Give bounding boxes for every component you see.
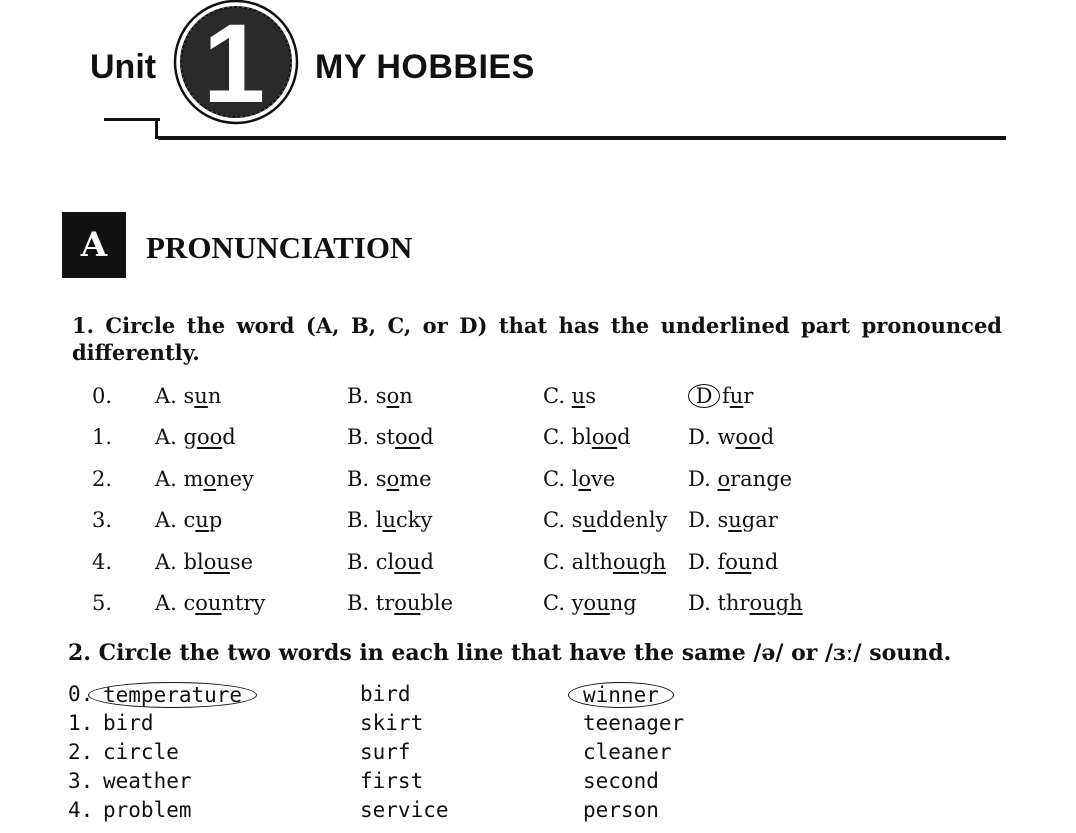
word-part: gar xyxy=(741,508,778,532)
exercise1-instruction: 1. Circle the word (A, B, C, or D) that has the underlined part pronounced differently. xyxy=(72,313,1002,365)
word-part: B. s xyxy=(347,384,387,408)
exercise2-row xyxy=(0,798,1076,827)
underlined-part: ou xyxy=(203,550,230,574)
word-part: A. bl xyxy=(155,550,204,574)
item-number: 3. xyxy=(68,769,94,793)
word-choice[interactable]: bird xyxy=(103,711,154,735)
item-number: 4. xyxy=(92,550,113,574)
word-part: B. st xyxy=(347,425,395,449)
unit-label: Unit xyxy=(90,48,157,86)
exercise2-row xyxy=(0,711,1076,740)
word-part: B. l xyxy=(347,508,383,532)
item-number: 2. xyxy=(92,467,113,491)
underlined-part: o xyxy=(386,467,400,491)
option-b[interactable] xyxy=(347,508,432,532)
underlined-part: u xyxy=(729,384,744,408)
word-part: B. cl xyxy=(347,550,395,574)
exercise1-row xyxy=(0,508,1076,542)
word-part: B. s xyxy=(347,467,387,491)
word-part: me xyxy=(399,467,432,491)
option-c[interactable] xyxy=(543,425,631,449)
header-rule xyxy=(158,136,1006,140)
exercise2-row xyxy=(0,682,1076,711)
word-part: d xyxy=(760,425,775,449)
answer-circle: D xyxy=(688,384,720,408)
word-part: ve xyxy=(591,467,616,491)
item-number: 3. xyxy=(92,508,113,532)
exercise1-row xyxy=(0,425,1076,459)
word-part: C. s xyxy=(543,508,583,532)
option-b[interactable] xyxy=(347,425,434,449)
item-number: 5. xyxy=(92,591,113,615)
option-c[interactable] xyxy=(543,467,615,491)
exercise1-row xyxy=(0,384,1076,418)
item-number: 0. xyxy=(92,384,113,408)
unit-number: 1 xyxy=(202,1,266,126)
option-c[interactable] xyxy=(543,384,596,408)
word-part: ddenly xyxy=(595,508,668,532)
option-a[interactable] xyxy=(155,550,253,574)
underlined-part: ou xyxy=(394,591,421,615)
word-choice[interactable]: second xyxy=(583,769,659,793)
underlined-part: ough xyxy=(612,550,667,574)
item-number: 4. xyxy=(68,798,94,822)
option-c[interactable] xyxy=(543,508,667,532)
word-part: D. f xyxy=(688,550,726,574)
underlined-part: ou xyxy=(583,591,610,615)
word-choice[interactable]: problem xyxy=(103,798,192,822)
word-part: A. c xyxy=(155,508,196,532)
header-rule-left xyxy=(104,118,160,121)
word-choice[interactable]: bird xyxy=(360,682,411,706)
word-part: D. xyxy=(688,467,718,491)
option-a[interactable] xyxy=(155,508,222,532)
option-d[interactable] xyxy=(688,425,774,449)
word-part: C. y xyxy=(543,591,584,615)
exercise1-row xyxy=(0,467,1076,501)
word-part: A. g xyxy=(155,425,197,449)
underlined-part: u xyxy=(382,508,397,532)
option-b[interactable] xyxy=(347,384,413,408)
word-choice[interactable]: weather xyxy=(103,769,192,793)
underlined-part: o xyxy=(717,467,731,491)
word-choice[interactable]: winner xyxy=(568,682,674,708)
word-part: s xyxy=(585,384,596,408)
word-part: nd xyxy=(751,550,779,574)
option-d[interactable] xyxy=(688,591,803,615)
word-part: r xyxy=(743,384,754,408)
word-choice[interactable]: person xyxy=(583,798,659,822)
section-letter-box: A xyxy=(62,212,126,278)
unit-title: MY HOBBIES xyxy=(315,48,535,86)
option-b[interactable] xyxy=(347,467,432,491)
option-b[interactable] xyxy=(347,550,434,574)
word-part: C. alth xyxy=(543,550,613,574)
option-b[interactable] xyxy=(347,591,453,615)
underlined-part: u xyxy=(195,508,209,532)
word-choice[interactable]: skirt xyxy=(360,711,424,735)
word-choice[interactable]: first xyxy=(360,769,424,793)
unit-number-badge xyxy=(172,0,300,128)
underlined-part: ou xyxy=(725,550,752,574)
underlined-part: ou xyxy=(195,591,222,615)
item-number: 1. xyxy=(68,711,94,735)
underlined-part: u xyxy=(728,508,742,532)
word-part: D. thr xyxy=(688,591,750,615)
underlined-part: u xyxy=(582,508,596,532)
word-choice[interactable]: circle xyxy=(103,740,179,764)
word-part: ble xyxy=(420,591,454,615)
word-part: n xyxy=(399,384,413,408)
word-part: d xyxy=(420,550,434,574)
option-a[interactable] xyxy=(155,425,236,449)
underlined-part: o xyxy=(578,467,592,491)
underlined-part: oo xyxy=(395,425,421,449)
word-part: C. bl xyxy=(543,425,592,449)
word-part: f xyxy=(722,384,730,408)
underlined-part: oo xyxy=(591,425,618,449)
item-number: 1. xyxy=(92,425,113,449)
option-c[interactable] xyxy=(543,550,666,574)
word-part: D. w xyxy=(688,425,736,449)
exercise1-row xyxy=(0,591,1076,625)
word-choice[interactable]: surf xyxy=(360,740,411,764)
word-choice[interactable]: teenager xyxy=(583,711,685,735)
word-part: A. s xyxy=(155,384,195,408)
underlined-part: u xyxy=(571,384,586,408)
word-part: d xyxy=(617,425,631,449)
underlined-part: oo xyxy=(735,425,761,449)
word-part: d xyxy=(222,425,236,449)
option-d[interactable] xyxy=(688,384,753,408)
word-choice[interactable]: service xyxy=(360,798,449,822)
exercise1-row xyxy=(0,550,1076,584)
section-title: PRONUNCIATION xyxy=(146,230,413,265)
option-a[interactable] xyxy=(155,591,265,615)
item-number: 2. xyxy=(68,740,94,764)
option-a[interactable] xyxy=(155,384,221,408)
word-choice[interactable]: temperature xyxy=(88,682,257,708)
word-part: B. tr xyxy=(347,591,395,615)
exercise2-row xyxy=(0,740,1076,769)
exercise2-row xyxy=(0,769,1076,798)
underlined-part: u xyxy=(194,384,208,408)
underlined-part: oo xyxy=(196,425,223,449)
word-part: p xyxy=(208,508,223,532)
option-a[interactable] xyxy=(155,467,254,491)
underlined-part: o xyxy=(386,384,400,408)
word-part: d xyxy=(420,425,434,449)
option-d[interactable] xyxy=(688,467,792,491)
word-part: cky xyxy=(396,508,433,532)
option-c[interactable] xyxy=(543,591,637,615)
word-part: ng xyxy=(609,591,637,615)
word-part: n xyxy=(207,384,222,408)
word-part: ney xyxy=(216,467,254,491)
word-part: A. c xyxy=(155,591,196,615)
word-part: se xyxy=(229,550,254,574)
word-part: ntry xyxy=(221,591,266,615)
option-d[interactable] xyxy=(688,550,778,574)
underlined-part: o xyxy=(203,467,217,491)
word-choice[interactable]: cleaner xyxy=(583,740,672,764)
word-part: C. xyxy=(543,384,572,408)
word-part: C. l xyxy=(543,467,579,491)
option-d[interactable] xyxy=(688,508,778,532)
exercise2-instruction: 2. Circle the two words in each line that have the same /ə/ or /ɜː/ sound. xyxy=(68,640,952,666)
word-part: D. s xyxy=(688,508,729,532)
item-number: 0. xyxy=(68,682,94,706)
word-part: A. m xyxy=(155,467,204,491)
underlined-part: ough xyxy=(749,591,803,615)
word-part: range xyxy=(730,467,793,491)
underlined-part: ou xyxy=(394,550,421,574)
